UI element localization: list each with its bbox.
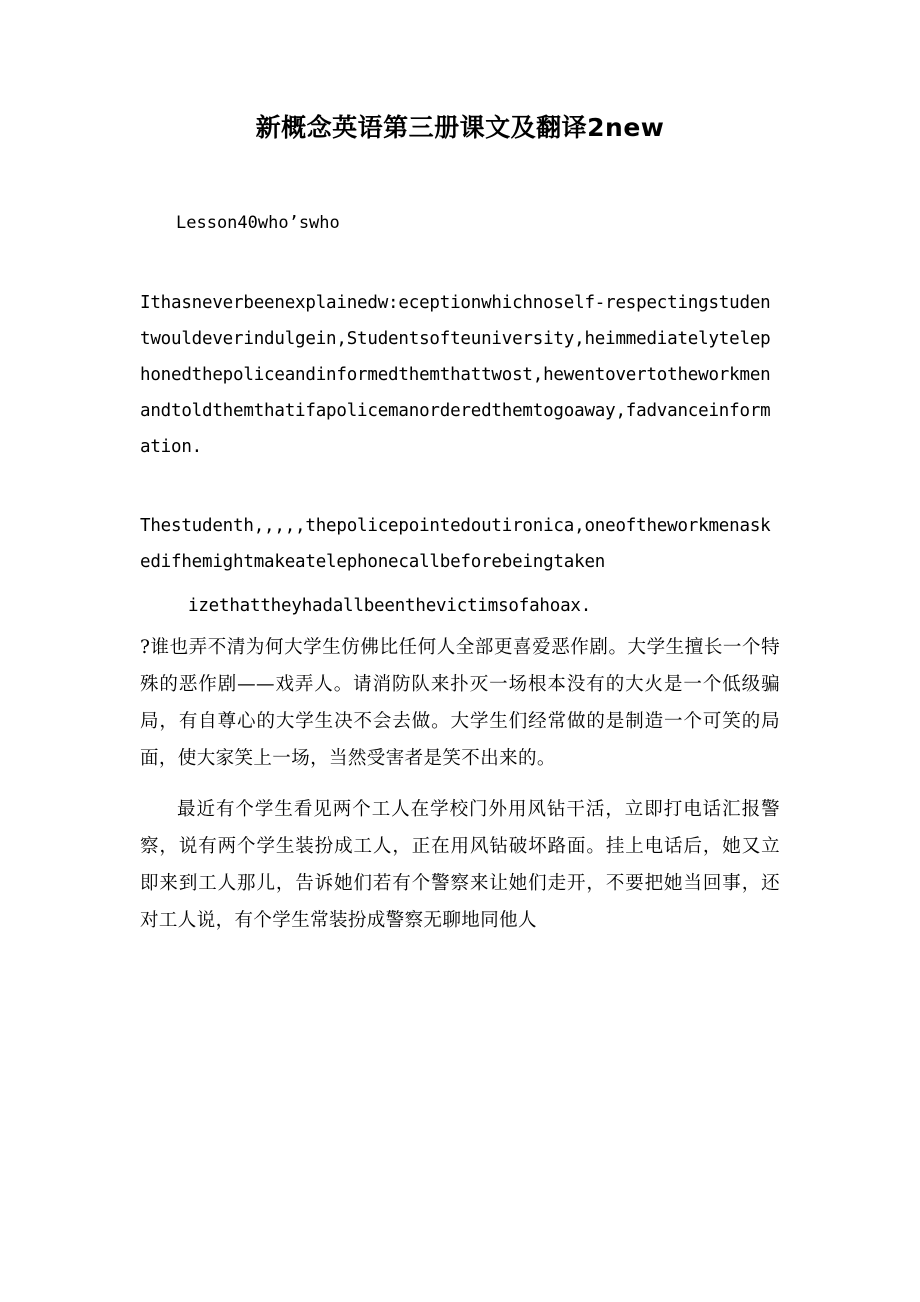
paragraph-chinese-1: ?谁也弄不清为何大学生仿佛比任何人全部更喜爱恶作剧。大学生擅长一个特殊的恶作剧——戏弄人。请消防队来扑灭一场根本没有的大火是一个低级骗局，有自尊心的大学生决不会去做。大学生们经常做的是制造一个可笑的局面，使大家笑上一场，当然受害者是笑不出来的。 xyxy=(140,637,780,769)
paragraph-english-1: Ithasneverbeenexplainedw:eceptionwhichnoself-respectingstudentwouldeverindulgein,Studentsofteuniversity,heimmediatelytelephonedthepoliceandinformedthemthattwost,hewentovertotheworkmenandtoldthemthatifapolicemanorderedthemtogoaway,fadvanceinformation. xyxy=(140,293,771,457)
lesson-heading: Lesson40who’swho xyxy=(176,212,340,233)
paragraph-english-3: izethattheyhadallbeenthevictimsofahoax. xyxy=(188,596,592,617)
paragraph-english-2: Thestudenth,,,,,thepolicepointedoutironica,oneoftheworkmenaskedifhemightmakeatelephonecallbeforebeingtaken xyxy=(140,516,771,573)
paragraph-chinese-2: 最近有个学生看见两个工人在学校门外用风钻干活，立即打电话汇报警察，说有两个学生装扮成工人，正在用风钻破坏路面。挂上电话后，她又立即来到工人那儿，告诉她们若有个警察来让她们走开，不要把她当回事，还对工人说，有个学生常装扮成警察无聊地同他人 xyxy=(140,799,780,931)
page-title: 新概念英语第三册课文及翻译2new xyxy=(255,113,665,142)
